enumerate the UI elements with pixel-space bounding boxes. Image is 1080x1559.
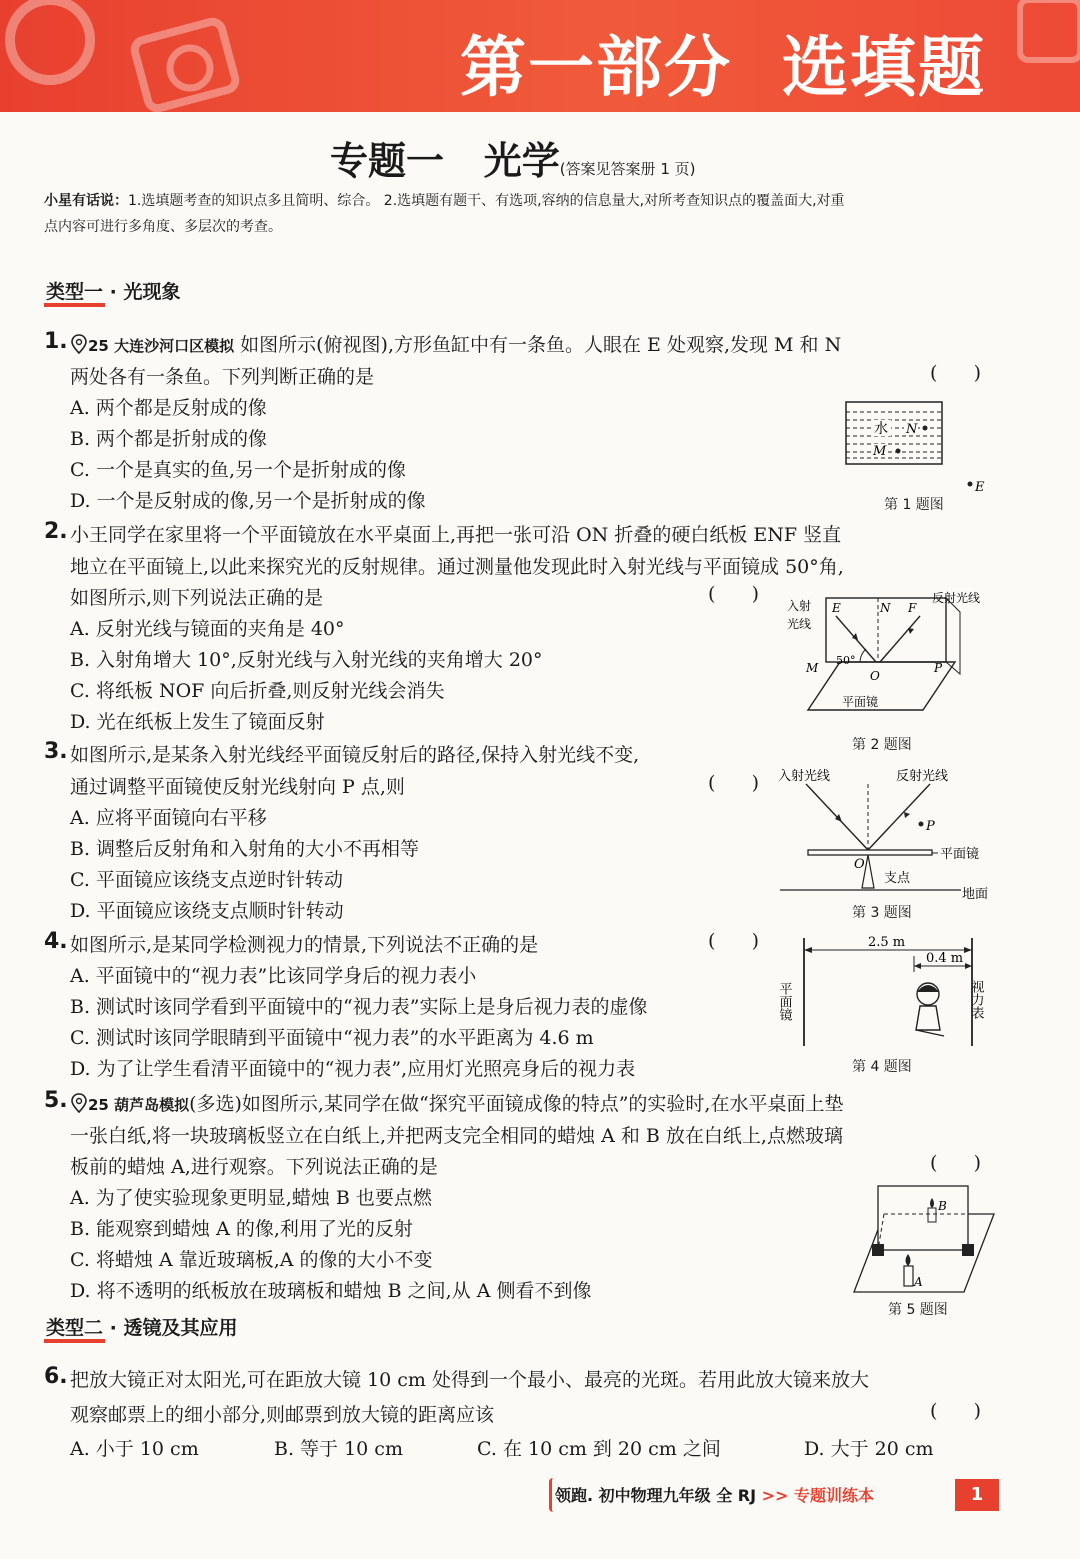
svg-text:2.5 m: 2.5 m [868, 935, 906, 950]
option-a: A. 平面镜中的“视力表”比该同学身后的视力表小 [70, 965, 477, 987]
option-c: C. 测试时该同学眼睛到平面镜中“视力表”的水平距离为 4.6 m [70, 1027, 594, 1049]
svg-text:M: M [873, 444, 887, 459]
svg-text:B: B [938, 1199, 947, 1213]
option-a: A. 应将平面镜向右平移 [70, 807, 267, 829]
question-stem: 观察邮票上的细小部分,则邮票到放大镜的距离应该 [70, 1404, 495, 1426]
svg-text:视力表: 视力表 [968, 980, 984, 1019]
svg-text:水: 水 [874, 421, 888, 437]
figure-fish-tank [840, 396, 1000, 496]
svg-text:地面: 地面 [962, 887, 989, 902]
location-pin-icon [70, 334, 88, 354]
figure-caption: 第 4 题图 [852, 1059, 912, 1075]
section-tag: 类型二 [46, 1313, 103, 1340]
answer-note: (答案见答案册 1 页) [559, 160, 696, 178]
question-stem: 把放大镜正对太阳光,可在距放大镜 10 cm 处得到一个最小、最亮的光斑。若用此放大镜来放大 [70, 1369, 869, 1391]
question-number: 6. [44, 1364, 68, 1389]
part-title: 第一部分 选填题 [460, 29, 986, 106]
option-d: D. 平面镜应该绕支点顺时针转动 [70, 900, 344, 922]
intro-note [44, 188, 1004, 240]
location-pin-icon [70, 1093, 88, 1113]
page-number: 1 [955, 1479, 999, 1511]
question-stem: 如图所示,是某同学检测视力的情景,下列说法不正确的是 [70, 934, 539, 956]
svg-text:反射光线: 反射光线 [896, 769, 949, 784]
question-number: 3. [44, 739, 68, 764]
question-stem: 如图所示,则下列说法正确的是 [70, 587, 324, 609]
question-stem: 板前的蜡烛 A,进行观察。下列说法正确的是 [70, 1156, 438, 1178]
figure-caption: 第 5 题图 [888, 1302, 948, 1318]
section-heading-type1 [46, 277, 180, 304]
svg-text:0.4 m: 0.4 m [926, 951, 964, 966]
section-heading-type2 [46, 1313, 237, 1340]
question-source: 25 大连沙河口区模拟 [88, 337, 235, 355]
option-b: B. 能观察到蜡烛 A 的像,利用了光的反射 [70, 1218, 413, 1240]
option-b: B. 入射角增大 10°,反射光线与入射光线的夹角增大 20° [70, 649, 543, 671]
answer-blank[interactable]: ( ) [708, 930, 760, 952]
svg-text:M: M [806, 661, 819, 675]
figure-caption: 第 2 题图 [852, 737, 912, 753]
figure-caption: 第 3 题图 [852, 905, 912, 921]
question-stem: 25 葫芦岛模拟(多选)如图所示,某同学在做“探究平面镜成像的特点”的实验时,在水平桌面上垫 [70, 1089, 843, 1116]
svg-text:支点: 支点 [884, 871, 911, 886]
option-a: A. 为了使实验现象更明显,蜡烛 B 也要点燃 [70, 1187, 432, 1209]
section-title: · 光现象 [103, 281, 181, 303]
option-a: A. 反射光线与镜面的夹角是 40° [70, 618, 345, 640]
svg-text:N: N [880, 601, 891, 615]
question-stem: 小王同学在家里将一个平面镜放在水平桌面上,再把一张可沿 ON 折叠的硬白纸板 ENF 竖直 [70, 524, 842, 546]
figure-mirror-pivot [776, 762, 1001, 902]
option-a: A. 两个都是反射成的像 [70, 397, 267, 419]
question-number: 2. [44, 519, 68, 544]
question-stem: 地立在平面镜上,以此来探究光的反射规律。通过测量他发现此时入射光线与平面镜成 50°角, [70, 556, 844, 578]
svg-text:O: O [870, 669, 880, 683]
figure-candle-glass [850, 1184, 1000, 1296]
question-stem: 如图所示,是某条入射光线经平面镜反射后的路径,保持入射光线不变, [70, 744, 640, 766]
double-arrow-icon: >> [761, 1486, 795, 1505]
option-d: D. 一个是反射成的像,另一个是折射成的像 [70, 490, 426, 512]
option-c: C. 一个是真实的鱼,另一个是折射成的像 [70, 459, 406, 481]
svg-text:P: P [934, 661, 943, 675]
answer-blank[interactable]: ( ) [708, 772, 760, 794]
svg-text:平面镜: 平面镜 [842, 695, 879, 709]
intro-text-2: 点内容可进行多角度、多层次的考查。 [44, 219, 282, 235]
svg-text:A: A [914, 1275, 923, 1289]
svg-text:平面镜: 平面镜 [940, 847, 980, 862]
option-c: C. 平面镜应该绕支点逆时针转动 [70, 869, 343, 891]
option-b: B. 两个都是折射成的像 [70, 428, 268, 450]
question-source: 25 葫芦岛模拟 [88, 1096, 190, 1114]
camera-icon [0, 0, 250, 130]
option-a: A. 小于 10 cm [70, 1438, 199, 1460]
figure-caption: 第 1 题图 [884, 497, 944, 513]
svg-text:F: F [908, 601, 917, 615]
answer-blank[interactable]: ( ) [930, 362, 982, 384]
option-b: B. 测试时该同学看到平面镜中的“视力表”实际上是身后视力表的虚像 [70, 996, 648, 1018]
option-b: B. 等于 10 cm [274, 1438, 403, 1460]
option-d: D. 光在纸板上发生了镜面反射 [70, 711, 325, 733]
answer-blank[interactable]: ( ) [708, 583, 760, 605]
option-c: C. 将纸板 NOF 向后折叠,则反射光线会消失 [70, 680, 445, 702]
question-number: 1. [44, 329, 68, 354]
svg-text:N: N [906, 422, 918, 437]
question-stem: 25 大连沙河口区模拟 如图所示(俯视图),方形鱼缸中有一条鱼。人眼在 E 处观察,发现 M 和 N [70, 330, 841, 357]
question-stem: 两处各有一条鱼。下列判断正确的是 [70, 366, 375, 388]
option-d: D. 大于 20 cm [804, 1438, 934, 1460]
svg-text:E: E [975, 480, 985, 495]
answer-blank[interactable]: ( ) [930, 1400, 982, 1422]
svg-text:E: E [832, 601, 841, 615]
option-d: D. 将不透明的纸板放在玻璃板和蜡烛 B 之间,从 A 侧看不到像 [70, 1280, 592, 1302]
question-stem: 一张白纸,将一块玻璃板竖立在白纸上,并把两支完全相同的蜡烛 A 和 B 放在白纸上,点燃玻璃 [70, 1125, 843, 1147]
header-banner [0, 0, 1080, 112]
figure-eye-test [776, 930, 1000, 1050]
camera-icon [1000, 0, 1080, 110]
footer-brand: 领跑. 初中物理九年级 全 RJ [555, 1486, 762, 1505]
intro-text: 1.选填题考查的知识点多且简明、综合。 2.选填题有题干、有选项,容纳的信息量大,对所考查知识点的覆盖面大,对重 [128, 193, 845, 209]
footer-series [555, 1483, 874, 1506]
answer-blank[interactable]: ( ) [930, 1152, 982, 1174]
option-c: C. 在 10 cm 到 20 cm 之间 [477, 1438, 721, 1460]
svg-text:入射光线: 入射光线 [778, 769, 831, 784]
figure-reflection-board [780, 586, 995, 716]
svg-text:50°: 50° [836, 654, 856, 667]
intro-label: 小星有话说： [44, 193, 128, 209]
svg-text:平面镜: 平面镜 [776, 982, 792, 1021]
svg-text:反射光线: 反射光线 [932, 591, 981, 605]
topic-title [330, 130, 696, 185]
topic-name: 专题一 光学 [330, 139, 560, 183]
section-tag: 类型一 [46, 277, 103, 304]
svg-text:P: P [926, 819, 935, 834]
question-number: 4. [44, 929, 68, 954]
svg-text:光线: 光线 [787, 617, 812, 631]
option-d: D. 为了让学生看清平面镜中的“视力表”,应用灯光照亮身后的视力表 [70, 1058, 636, 1080]
svg-text:O: O [854, 857, 865, 872]
footer-series-name: 专题训练本 [794, 1486, 875, 1505]
option-b: B. 调整后反射角和入射角的大小不再相等 [70, 838, 420, 860]
question-number: 5. [44, 1088, 68, 1113]
option-c: C. 将蜡烛 A 靠近玻璃板,A 的像的大小不变 [70, 1249, 433, 1271]
question-stem: 通过调整平面镜使反射光线射向 P 点,则 [70, 776, 405, 798]
section-title: · 透镜及其应用 [103, 1317, 238, 1339]
svg-text:入射: 入射 [787, 599, 812, 613]
